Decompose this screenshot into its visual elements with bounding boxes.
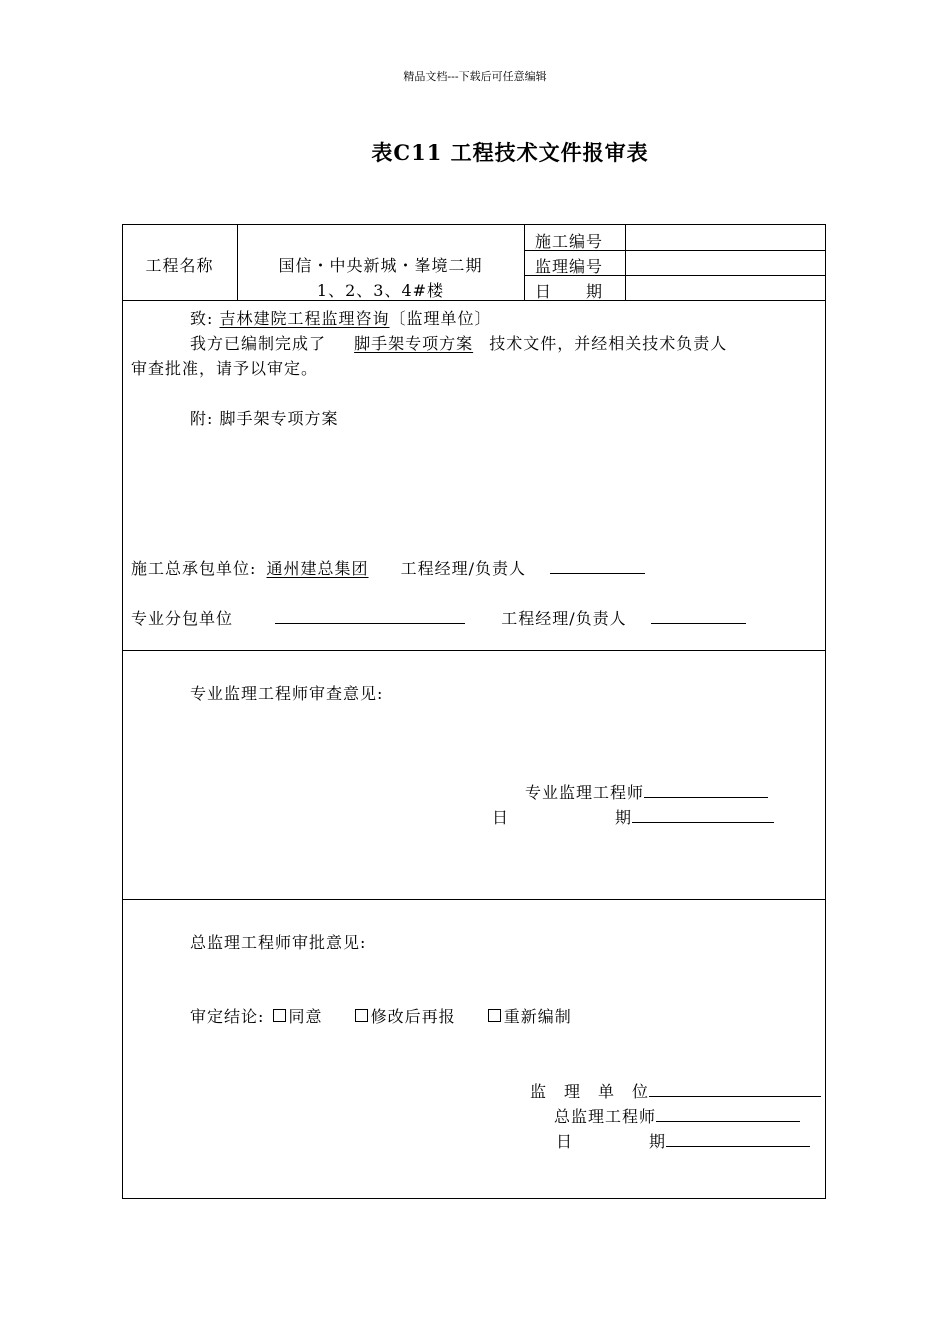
project-name-label: 工程名称 — [145, 256, 214, 275]
to-suffix: 〔监理单位〕 — [389, 309, 492, 328]
specialist-date-line — [615, 805, 774, 828]
date-label: 日 期 — [535, 282, 604, 301]
col-divider-2 — [524, 224, 525, 301]
option-agree[interactable]: 同意 — [273, 1007, 323, 1026]
specialist-engineer-line — [525, 780, 768, 803]
conclusion-line — [190, 1004, 572, 1027]
chief-date-blank[interactable] — [666, 1132, 810, 1147]
supervision-unit-blank[interactable] — [649, 1082, 821, 1097]
conclusion-label: 审定结论: — [190, 1007, 265, 1026]
sub-manager-signature-line[interactable] — [651, 609, 746, 624]
checkbox-icon — [488, 1009, 501, 1022]
page-header: 精品文档---下载后可任意编辑 — [403, 70, 547, 83]
specialist-date-blank[interactable] — [632, 808, 774, 823]
chief-opinion-label: 总监理工程师审批意见: — [190, 933, 367, 952]
manager-label: 工程经理/负责人 — [400, 559, 527, 578]
body-line-2: 审查批准，请予以审定。 — [131, 359, 319, 378]
option-rewrite[interactable]: 重新编制 — [488, 1007, 572, 1026]
contractor-line — [131, 556, 645, 579]
project-name-line2: 1、2、3、4#楼 — [316, 281, 445, 300]
body-suffix: 技术文件，并经相关技术负责人 — [489, 334, 728, 353]
form-title: 表C11 工程技术文件报审表 — [371, 140, 649, 165]
chief-engineer-line — [554, 1104, 800, 1127]
addressee-line — [190, 306, 492, 329]
sub-manager-label: 工程经理/负责人 — [501, 609, 627, 628]
supervision-unit-line — [530, 1079, 821, 1102]
checkbox-icon — [273, 1009, 286, 1022]
table-border-right — [825, 224, 826, 1199]
subcontractor-signature-line[interactable] — [275, 609, 465, 624]
contractor-value: 通州建总集团 — [266, 559, 369, 578]
specialist-signature-line[interactable] — [644, 783, 768, 798]
chief-date-right: 期 — [649, 1132, 667, 1151]
specialist-opinion-label: 专业监理工程师审查意见: — [190, 684, 384, 703]
document-name: 脚手架专项方案 — [354, 334, 474, 353]
table-border-top — [122, 224, 826, 225]
chief-engineer-label: 总监理工程师 — [554, 1107, 657, 1126]
checkbox-icon — [355, 1009, 368, 1022]
body-prefix: 我方已编制完成了 — [190, 334, 327, 353]
table-border-bottom — [122, 1198, 826, 1199]
chief-signature-line[interactable] — [656, 1107, 800, 1122]
construction-no-label: 施工编号 — [535, 232, 604, 251]
col-divider-3 — [625, 224, 626, 301]
specialist-date-left: 日 — [492, 808, 510, 827]
contractor-label: 施工总承包单位: — [131, 559, 257, 578]
specialist-engineer-label: 专业监理工程师 — [525, 783, 645, 802]
subcontractor-line — [131, 606, 746, 629]
to-unit: 吉林建院工程监理咨询 — [219, 309, 390, 328]
supervision-unit-label: 监 理 单 位 — [530, 1082, 650, 1101]
to-prefix: 致: — [190, 309, 214, 328]
subcontractor-label: 专业分包单位 — [131, 609, 234, 628]
specialist-date-right: 期 — [615, 808, 633, 827]
row-divider-specialist — [122, 899, 826, 900]
row-divider-submission — [122, 650, 826, 651]
table-border-left — [122, 224, 123, 1199]
body-line-1 — [190, 331, 727, 354]
project-name-line1: 国信・中央新城・峯境二期 — [278, 256, 483, 275]
supervision-no-label: 监理编号 — [535, 257, 604, 276]
chief-date-line — [649, 1129, 810, 1152]
chief-date-left: 日 — [556, 1132, 574, 1151]
attachment: 附: 脚手架专项方案 — [190, 409, 339, 428]
manager-signature-line[interactable] — [550, 559, 645, 574]
option-revise[interactable]: 修改后再报 — [355, 1007, 456, 1026]
